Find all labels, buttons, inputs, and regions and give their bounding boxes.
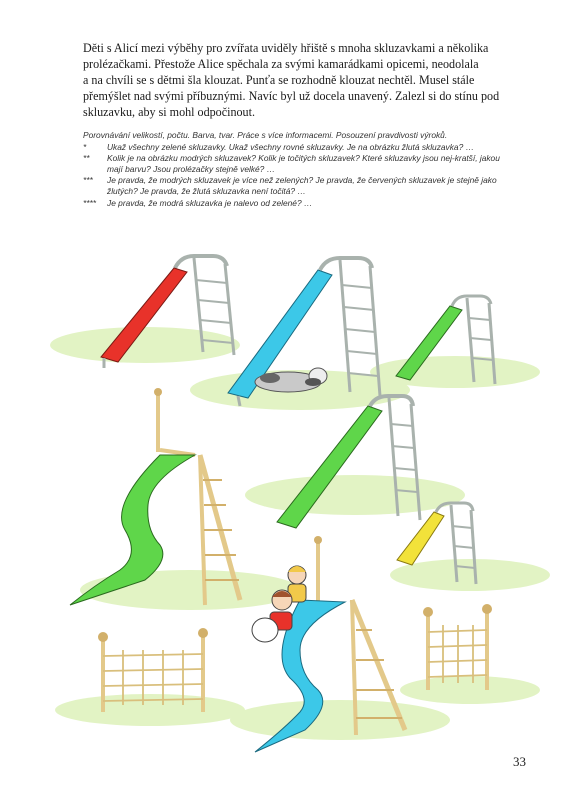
page-number: 33 xyxy=(513,754,526,769)
task-text: Ukaž všechny zelené skluzavky. Ukaž všechny rovné skluzavky. Je na obrázku žlutá skluzavka? … xyxy=(107,141,474,152)
task-text: Kolik je na obrázku modrých skluzavek? Kolik je točitých skluzavek? Které skluzavky jsou nej-kratší, jakou mají barvu? Jsou prolézačky stejně velké? … xyxy=(107,153,500,174)
difficulty-mark: **** xyxy=(83,197,97,208)
task-text: Je pravda, že modrá skluzavka je nalevo od zelené? … xyxy=(107,197,313,208)
difficulty-mark: ** xyxy=(83,153,90,164)
difficulty-mark: * xyxy=(83,141,87,152)
story-paragraph: Děti s Alicí mezi výběhy pro zvířata uviděly hřiště s mnoha skluzavkami a několika prolézačkami. Přestože Alice spěchala za svými kamarádkami opicemi, neodolala a na chvíli se s dětmi šla klouzat. Punťa se rozhodně klouzat nechtěl. Musel stále přemýšlet nad svými příbuznými. Navíc byl už docela unavený. Zalezl si do stínu pod skluzavku, aby si mohl odpočinout. xyxy=(83,41,500,119)
task-intro: Porovnávání velikostí, počtu. Barva, tvar. Práce s více informacemi. Posouzení pravdivosti výroků. xyxy=(83,130,448,140)
difficulty-mark: *** xyxy=(83,175,93,186)
task-text: Je pravda, že modrých skluzavek je více než zelených? Je pravda, že červených skluzavek je stejně jako žlutých? Je pravda, že žlutá skluzavka není točitá? … xyxy=(107,175,497,196)
